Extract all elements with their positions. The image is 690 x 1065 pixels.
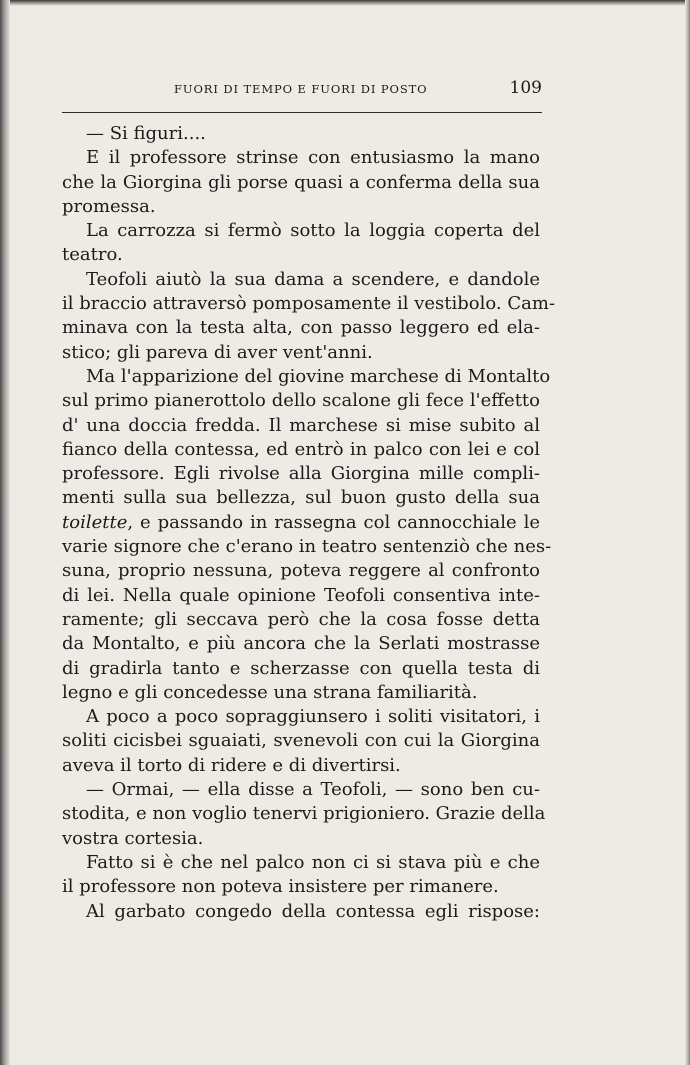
text-line: Teofoli aiutò la sua dama a scendere, e dandole [86,268,540,290]
italic-word: toilette [62,511,128,533]
header-rule [62,112,542,113]
text-line: il professore non poteva insistere per rimanere. [62,876,499,898]
text-line: A poco a poco sopraggiunsero i soliti visitatori, i [86,706,540,728]
text-line: professore. Egli rivolse alla Giorgina mille compli- [62,463,540,485]
page-right-edge [685,0,690,1065]
text-line: varie signore che c'erano in teatro sentenziò che nes- [62,536,552,558]
text-line: soliti cicisbei sguaiati, svenevoli con cui la Giorgina [62,730,540,752]
text-line: il braccio attraversò pomposamente il vestibolo. Cam- [62,293,556,315]
text-line: Al garbato congedo della contessa egli rispose: [86,900,540,922]
text-line: suna, proprio nessuna, poteva reggere al confronto [62,560,540,582]
page-left-edge [0,0,10,1065]
text-line: da Montalto, e più ancora che la Serlati mostrasse [62,633,540,655]
text-line: vostra cortesia. [62,827,204,849]
text-line: stico; gli pareva di aver vent'anni. [62,341,373,363]
text-line: promessa. [62,195,156,217]
page-top-edge [0,0,690,6]
text-line: Fatto si è che nel palco non ci si stava più e che [86,851,540,873]
text-line: menti sulla sua bellezza, sul buon gusto della sua [62,487,540,509]
text-line: stodita, e non voglio tenervi prigioniero. Grazie della [62,803,546,825]
text-line: legno e gli concedesse una strana familiarità. [62,681,478,703]
text-line: — Ormai, — ella disse a Teofoli, — sono ben cu- [86,779,540,801]
text-line: teatro. [62,244,123,266]
text-line: di gradirla tanto e scherzasse con quella testa di [62,657,540,679]
text-line: d' una doccia fredda. Il marchese si mise subito al [62,414,540,436]
text-line: La carrozza si fermò sotto la loggia coperta del [86,220,540,242]
page-number: 109 [509,78,542,98]
text-line: minava con la testa alta, con passo leggero ed ela- [62,317,540,339]
page-header [62,78,542,104]
text-line: aveva il torto di ridere e di divertirsi. [62,754,401,776]
text-line: ramente; gli seccava però che la cosa fosse detta [62,608,540,630]
text-line: sul primo pianerottolo dello scalone gli fece l'effetto [62,390,540,412]
text-line: Ma l'apparizione del giovine marchese di Montalto [86,365,551,387]
text-line: di lei. Nella quale opinione Teofoli consentiva inte- [62,584,540,606]
text-line: — Si figuri.... [86,123,206,144]
text-line: che la Giorgina gli porse quasi a conferma della sua [62,171,540,193]
text-line: toilette, e passando in rassegna col cannocchiale le [62,511,540,533]
running-title: FUORI DI TEMPO E FUORI DI POSTO [174,82,428,96]
text-line: fianco della contessa, ed entrò in palco con lei e col [62,438,540,460]
text-line: E il professore strinse con entusiasmo la mano [86,147,540,169]
body-text [62,122,556,924]
